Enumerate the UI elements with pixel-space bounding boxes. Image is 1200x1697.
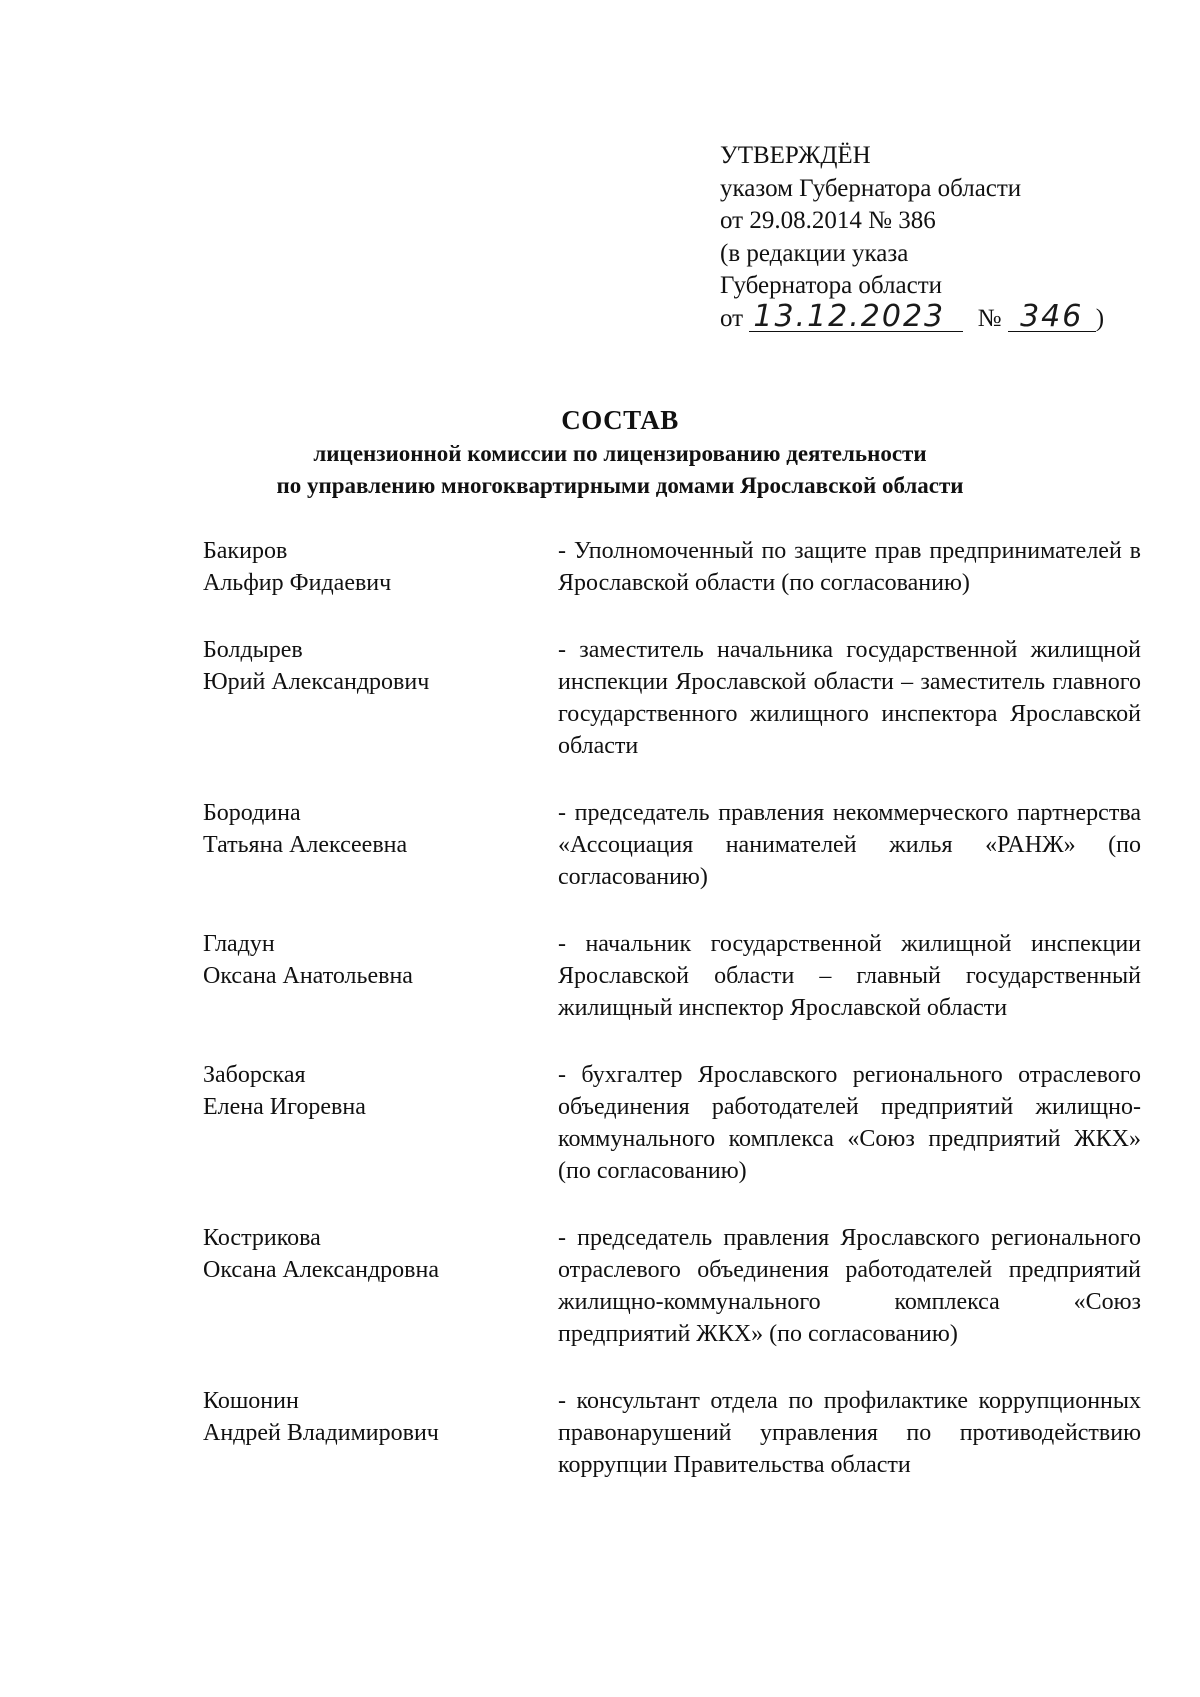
member-name [203,797,558,893]
member-role: - председатель правления Ярославского регионального отраслевого объединения работодателей предприятий жилищно-коммунального комплекса «Союз предприятий ЖКХ» (по согласованию) [558,1225,1141,1347]
handwritten-amendment-date: 13.12.2023 [749,303,963,332]
document-title-block [120,402,1120,502]
closing-paren: ) [1095,304,1105,332]
member-name [203,535,558,599]
approval-amendment-line [720,298,1140,336]
member-surname: Бородина [203,800,301,826]
member-given-name: Альфир Фидаевич [203,570,392,596]
member-given-name: Елена Игоревна [203,1094,366,1120]
member-name [203,928,558,1024]
member-row [203,1222,1143,1350]
member-given-name: Татьяна Алексеевна [203,832,408,858]
member-surname: Бакиров [203,538,288,564]
member-row [203,1059,1143,1187]
member-surname: Гладун [203,931,275,957]
document-subtitle-line2: по управлению многоквартирными домами Ярославской области [276,473,964,498]
member-role: - бухгалтер Ярославского регионального отраслевого объединения работодателей предприятий жилищно-коммунального комплекса «Союз предприятий ЖКХ» (по согласованию) [558,1062,1141,1184]
member-surname: Болдырев [203,637,303,663]
member-name [203,634,558,762]
member-row [203,535,1143,599]
member-role: - председатель правления некоммерческого партнерства «Ассоциация нанимателей жилья «РАНЖ» (по согласованию) [558,800,1141,890]
member-row [203,797,1143,893]
document-title: СОСТАВ [561,405,679,435]
member-list [203,535,1143,1516]
approval-decree-date-number: от 29.08.2014 № 386 [720,207,936,234]
member-name [203,1059,558,1187]
member-name [203,1222,558,1350]
approval-stamp-block [720,140,1140,335]
member-given-name: Оксана Александровна [203,1257,439,1283]
member-given-name: Юрий Александрович [203,669,430,695]
member-role: - Уполномоченный по защите прав предпринимателей в Ярославской области (по согласованию) [558,538,1141,596]
amendment-prefix: от [720,304,744,332]
approval-edition-line: (в редакции указа [720,239,909,267]
approval-heading: УТВЕРЖДЁН [720,142,871,169]
document-subtitle-line1: лицензионной комиссии по лицензированию деятельности [313,441,927,466]
member-row [203,928,1143,1024]
member-surname: Заборская [203,1062,306,1088]
member-given-name: Андрей Владимирович [203,1420,439,1446]
member-surname: Кострикова [203,1225,321,1251]
member-row [203,634,1143,762]
member-role: - заместитель начальника государственной жилищной инспекции Ярославской области – заместитель главного государственного жилищного инспектора Ярославской области [558,637,1141,759]
approval-decree-line: указом Губернатора области [720,174,1022,202]
number-sign: № [977,304,1002,332]
approval-governor-line: Губернатора области [720,272,942,299]
handwritten-amendment-number: 346 [1008,303,1096,332]
member-role: - консультант отдела по профилактике коррупционных правонарушений управления по противодействию коррупции Правительства области [558,1388,1141,1478]
member-name [203,1385,558,1481]
member-given-name: Оксана Анатольевна [203,963,413,989]
member-row [203,1385,1143,1481]
member-surname: Кошонин [203,1388,299,1414]
member-role: - начальник государственной жилищной инспекции Ярославской области – главный государственный жилищный инспектор Ярославской области [558,931,1141,1021]
